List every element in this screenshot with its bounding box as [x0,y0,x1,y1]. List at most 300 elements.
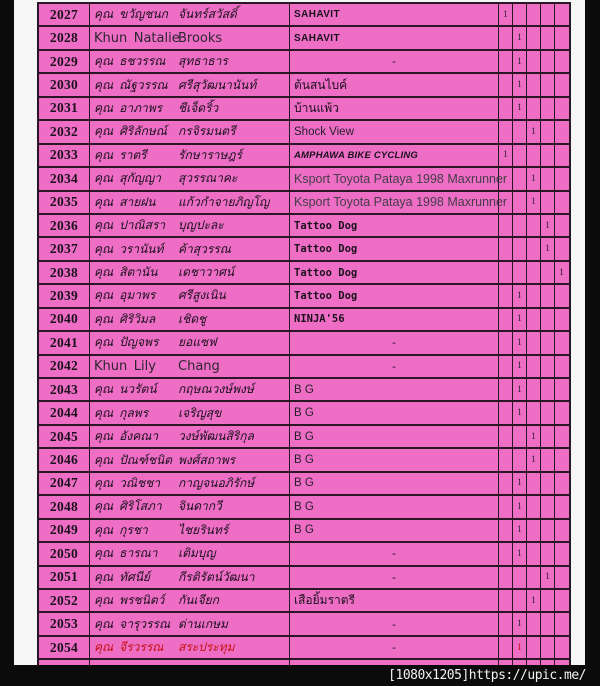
bib-number-cell: 2044 [39,402,90,423]
table-row [39,98,569,121]
check-cell-2: 1 [513,51,527,72]
team-cell: B G [290,496,499,517]
name-cell [90,520,290,541]
name-cell [90,332,290,353]
check-cell-3 [527,637,541,658]
name-cell [90,168,290,189]
check-cell-2: 1 [513,285,527,306]
name-cell [90,449,290,470]
check-cell-1 [499,238,513,259]
name-cell [90,238,290,259]
team-cell: - [290,51,499,72]
first-name: คุณ พรชนิตว์ [94,593,165,608]
team-cell: Tattoo Dog [290,285,499,306]
last-name: ด่านเกษม [178,616,228,631]
check-cell-2 [513,215,527,236]
team-cell: B G [290,379,499,400]
last-name: พงศ์สถาพร [178,452,236,467]
last-name: ไชยรินทร์ [178,522,229,537]
check-cell-1 [499,379,513,400]
check-cell-1 [499,590,513,611]
check-cell-4 [541,262,555,283]
last-name: กรจิรมนตรี [178,124,236,139]
team-cell: B G [290,426,499,447]
table-row [39,285,569,308]
name-cell [90,379,290,400]
check-cell-4 [541,496,555,517]
bib-number-cell: 2028 [39,27,90,48]
check-cell-1 [499,74,513,95]
bib-number-cell: 2034 [39,168,90,189]
first-name: คุณ สิตานัน [94,265,158,280]
last-name: เดชาวาศน์ [178,265,235,280]
check-cell-5 [555,27,568,48]
team-cell: Tattoo Dog [290,262,499,283]
bib-number-cell: 2027 [39,4,90,25]
check-cell-1 [499,520,513,541]
check-cell-4 [541,473,555,494]
name-cell [90,637,290,658]
check-cell-4 [541,74,555,95]
bib-number-cell: 2047 [39,473,90,494]
check-cell-2 [513,145,527,166]
last-name: จันทร์สวัสดิ์ [178,7,237,22]
name-cell [90,567,290,588]
first-name: คุณ จารุวรรณ [94,616,171,631]
check-cell-3 [527,238,541,259]
check-cell-3 [527,496,541,517]
name-cell [90,473,290,494]
check-cell-3 [527,51,541,72]
check-cell-4 [541,590,555,611]
check-cell-4 [541,4,555,25]
check-cell-1 [499,567,513,588]
check-cell-2 [513,4,527,25]
name-cell [90,590,290,611]
check-cell-3 [527,98,541,119]
check-cell-5 [555,145,568,166]
check-cell-5 [555,402,568,423]
check-cell-5 [555,51,568,72]
document-page [14,0,585,665]
last-name: บุญปะละ [178,218,224,233]
last-name: จินดากวี [178,499,222,514]
name-cell [90,356,290,377]
check-cell-5 [555,98,568,119]
first-name: คุณ วรานันท์ [94,241,164,256]
name-cell [90,426,290,447]
check-cell-1: 1 [499,145,513,166]
team-cell: SAHAVIT [290,4,499,25]
team-cell: NINJA'56 [290,309,499,330]
table-row [39,192,569,215]
check-cell-3 [527,285,541,306]
table-row [39,168,569,191]
check-cell-1 [499,332,513,353]
check-cell-5 [555,426,568,447]
check-cell-3 [527,613,541,634]
check-cell-2 [513,449,527,470]
check-cell-2 [513,590,527,611]
check-cell-1 [499,613,513,634]
check-cell-5: 1 [559,267,564,278]
check-cell-1 [499,51,513,72]
check-cell-1 [499,449,513,470]
check-cell-5 [555,590,568,611]
table-row [39,215,569,238]
check-cell-2 [513,168,527,189]
check-cell-3 [527,402,541,423]
name-cell [90,121,290,142]
team-cell: - [290,332,499,353]
name-cell [90,215,290,236]
name-cell [90,285,290,306]
table-row [39,543,569,566]
check-cell-2: 1 [513,613,527,634]
team-cell: Shock View [290,121,499,142]
check-cell-5 [555,74,568,95]
first-name: คุณ ณัฐวรรณ [94,77,168,92]
name-cell [90,262,290,283]
first-name: คุณ อังคณา [94,429,159,444]
check-cell-3 [527,332,541,353]
check-cell-4: 1 [541,215,555,236]
team-cell: B G [290,473,499,494]
first-name: คุณ กุรชา [94,522,148,537]
team-cell: - [290,356,499,377]
last-name: รักษาราษฎร์ [178,147,242,162]
last-name: กาญจนอภิรักษ์ [178,475,255,490]
table-row [39,121,569,144]
team-cell: - [290,637,499,658]
last-name: Brooks [178,30,223,46]
check-cell-2: 1 [513,520,527,541]
last-name: สระประทุม [178,640,235,655]
watermark-text: [1080x1205]https://upic.me/ [388,668,586,683]
team-cell: เสือยิ้มราตรี [290,590,499,611]
check-cell-4: 1 [541,238,555,259]
first-name: คุณ ราตรี [94,147,147,162]
check-cell-5 [555,215,568,236]
check-cell-5 [555,4,568,25]
check-cell-2: 1 [513,379,527,400]
first-name: คุณ อาภาพร [94,100,163,115]
check-cell-5 [555,285,568,306]
team-cell: บ้านแพ้ว [290,98,499,119]
check-cell-3 [527,309,541,330]
check-cell-3: 1 [527,426,541,447]
last-name: เจริญสุข [178,405,222,420]
check-cell-5 [555,168,568,189]
registration-table [37,2,571,665]
check-cell-4 [541,426,555,447]
team-cell: - [290,567,499,588]
check-cell-5 [555,192,568,213]
team-cell: Tattoo Dog [290,215,499,236]
last-name: ศรีสูงเนิน [178,288,226,303]
last-name: สุวรรณาคะ [178,171,238,186]
team-cell: ต้นสนไบค์ [290,74,499,95]
table-row [39,262,569,285]
last-name: กฤษณวงษ์พงษ์ [178,382,254,397]
check-cell-5 [555,473,568,494]
check-cell-2: 1 [513,356,527,377]
check-cell-4 [541,121,555,142]
team-cell: Tattoo Dog [290,238,499,259]
check-cell-4 [541,285,555,306]
table-row [39,426,569,449]
table-row [39,356,569,379]
first-name: คุณ ศิริลักษณ์ [94,124,167,139]
check-cell-2: 1 [513,332,527,353]
first-name: คุณ ศิริวิมล [94,311,156,326]
bib-number-cell: 2052 [39,590,90,611]
first-name: คุณ วณิชชา [94,475,161,490]
name-cell [90,543,290,564]
bib-number-cell: 2046 [39,449,90,470]
name-cell [90,145,290,166]
check-cell-4 [541,402,555,423]
check-cell-4 [541,98,555,119]
check-cell-4 [541,637,555,658]
check-cell-2: 1 [513,74,527,95]
bib-number-cell: 2042 [39,356,90,377]
team-cell: B G [290,520,499,541]
name-cell [90,51,290,72]
name-cell [90,98,290,119]
table-row [39,613,569,636]
last-name: ชีเจ็ดริ้ว [178,100,219,115]
check-cell-3 [527,473,541,494]
name-cell [90,613,290,634]
first-name: คุณ ธชวรรณ [94,54,166,69]
name-cell [90,496,290,517]
check-cell-5 [555,238,568,259]
last-name: ศรีสุวัฒนานันท์ [178,77,257,92]
check-cell-2 [513,262,527,283]
last-name: สุทธาธาร [178,54,228,69]
last-name: เชิดชู [178,311,207,326]
first-name: คุณ ทัศนีย์ [94,569,150,584]
check-cell-1 [499,285,513,306]
bib-number-cell: 2043 [39,379,90,400]
name-cell [90,309,290,330]
first-name: คุณ ปัณฑ์ชนิต [94,452,173,467]
last-name: Chang [178,358,220,374]
check-cell-1 [499,473,513,494]
name-cell [90,402,290,423]
check-cell-1 [499,637,513,658]
check-cell-4 [541,543,555,564]
bib-number-cell: 2041 [39,332,90,353]
check-cell-4: 1 [541,567,555,588]
first-name: คุณ ศิริโสภา [94,499,162,514]
check-cell-3: 1 [527,449,541,470]
bib-number-cell: 2039 [39,285,90,306]
bib-number-cell: 2036 [39,215,90,236]
check-cell-5 [555,637,568,658]
table-row [39,238,569,261]
table-row [39,473,569,496]
check-cell-1 [499,426,513,447]
check-cell-3 [527,356,541,377]
check-cell-2: 1 [513,496,527,517]
table-row [39,74,569,97]
check-cell-1 [499,402,513,423]
first-name: คุณ สายฝน [94,194,156,209]
check-cell-5 [555,309,568,330]
table-row [39,402,569,425]
first-name: คุณ สุกัญญา [94,171,161,186]
check-cell-1 [499,262,513,283]
table-row [39,637,569,660]
table-row [39,520,569,543]
check-cell-4 [541,332,555,353]
check-cell-1 [499,168,513,189]
last-name: วงษ์พัฒนสิริกุล [178,429,254,444]
check-cell-1 [499,27,513,48]
bib-number-cell: 2049 [39,520,90,541]
check-cell-5 [555,496,568,517]
first-name: คุณ ปัญจพร [94,335,159,350]
check-cell-3 [527,74,541,95]
check-cell-5 [555,449,568,470]
table-row [39,27,569,50]
bib-number-cell: 2048 [39,496,90,517]
bib-number-cell: 2032 [39,121,90,142]
check-cell-2 [513,121,527,142]
check-cell-2: 1 [513,98,527,119]
check-cell-3 [527,520,541,541]
check-cell-4 [541,145,555,166]
check-cell-5 [555,121,568,142]
first-name: คุณ ขวัญชนก [94,7,168,22]
last-name: กันเจียก [178,593,219,608]
check-cell-3 [527,262,541,283]
team-cell: - [290,543,499,564]
table-row [39,145,569,168]
team-cell: B G [290,449,499,470]
check-cell-3: 1 [527,590,541,611]
bib-number-cell: 2037 [39,238,90,259]
check-cell-3 [527,145,541,166]
table-row [39,449,569,472]
check-cell-3 [527,4,541,25]
check-cell-5 [555,543,568,564]
check-cell-4 [541,168,555,189]
check-cell-2: 1 [513,637,527,658]
check-cell-1 [499,543,513,564]
bib-number-cell: 2040 [39,309,90,330]
check-cell-3: 1 [527,192,541,213]
check-cell-4 [541,356,555,377]
check-cell-5 [555,613,568,634]
first-name: คุณ ธารณา [94,546,158,561]
check-cell-4 [541,449,555,470]
team-cell: SAHAVIT [290,27,499,48]
name-cell [90,192,290,213]
name-cell [90,74,290,95]
check-cell-1 [499,121,513,142]
table-row [39,51,569,74]
check-cell-1 [499,309,513,330]
bib-number-cell: 2045 [39,426,90,447]
team-cell: Ksport Toyota Pataya 1998 Maxrunner [290,168,499,189]
check-cell-2 [513,567,527,588]
check-cell-2: 1 [513,473,527,494]
check-cell-4 [541,192,555,213]
check-cell-2: 1 [513,543,527,564]
check-cell-3: 1 [527,168,541,189]
first-name: Khun Lily [94,358,156,374]
first-name: คุณ จีรวรรณ [94,640,164,655]
check-cell-3 [527,379,541,400]
check-cell-5 [555,379,568,400]
check-cell-2: 1 [513,27,527,48]
check-cell-5 [555,520,568,541]
watermark-bar [0,665,600,686]
first-name: คุณ อุมาพร [94,288,156,303]
last-name: เติมบุญ [178,546,216,561]
name-cell [90,27,290,48]
check-cell-4 [541,51,555,72]
check-cell-3 [527,27,541,48]
team-cell: - [290,613,499,634]
check-cell-4 [541,613,555,634]
team-cell: Ksport Toyota Pataya 1998 Maxrunner [290,192,499,213]
bib-number-cell: 2029 [39,51,90,72]
check-cell-5 [555,332,568,353]
bib-number-cell: 2035 [39,192,90,213]
bib-number-cell: 2033 [39,145,90,166]
check-cell-2: 1 [513,309,527,330]
bib-number-cell: 2050 [39,543,90,564]
name-cell [90,4,290,25]
check-cell-5 [555,356,568,377]
check-cell-2 [513,192,527,213]
check-cell-1 [499,98,513,119]
check-cell-2: 1 [513,402,527,423]
team-cell: B G [290,402,499,423]
check-cell-3 [527,215,541,236]
bib-number-cell: 2031 [39,98,90,119]
last-name: ยอแซฟ [178,335,217,350]
last-name: ค้าสุวรรณ [178,241,231,256]
check-cell-1 [499,356,513,377]
first-name: คุณ ปาณิสรา [94,218,166,233]
bib-number-cell: 2038 [39,262,90,283]
check-cell-3 [527,543,541,564]
last-name: แก้วกำจายภิญโญ [178,194,270,209]
check-cell-1: 1 [499,4,513,25]
check-cell-2 [513,238,527,259]
check-cell-1 [499,192,513,213]
check-cell-1 [499,496,513,517]
table-row [39,309,569,332]
table-row [39,496,569,519]
first-name: คุณ กุลพร [94,405,149,420]
check-cell-4 [541,379,555,400]
table-row [39,4,569,27]
check-cell-4 [541,309,555,330]
bib-number-cell: 2030 [39,74,90,95]
table-row [39,332,569,355]
bib-number-cell: 2051 [39,567,90,588]
bib-number-cell: 2053 [39,613,90,634]
check-cell-3 [527,567,541,588]
check-cell-2 [513,426,527,447]
table-row [39,567,569,590]
